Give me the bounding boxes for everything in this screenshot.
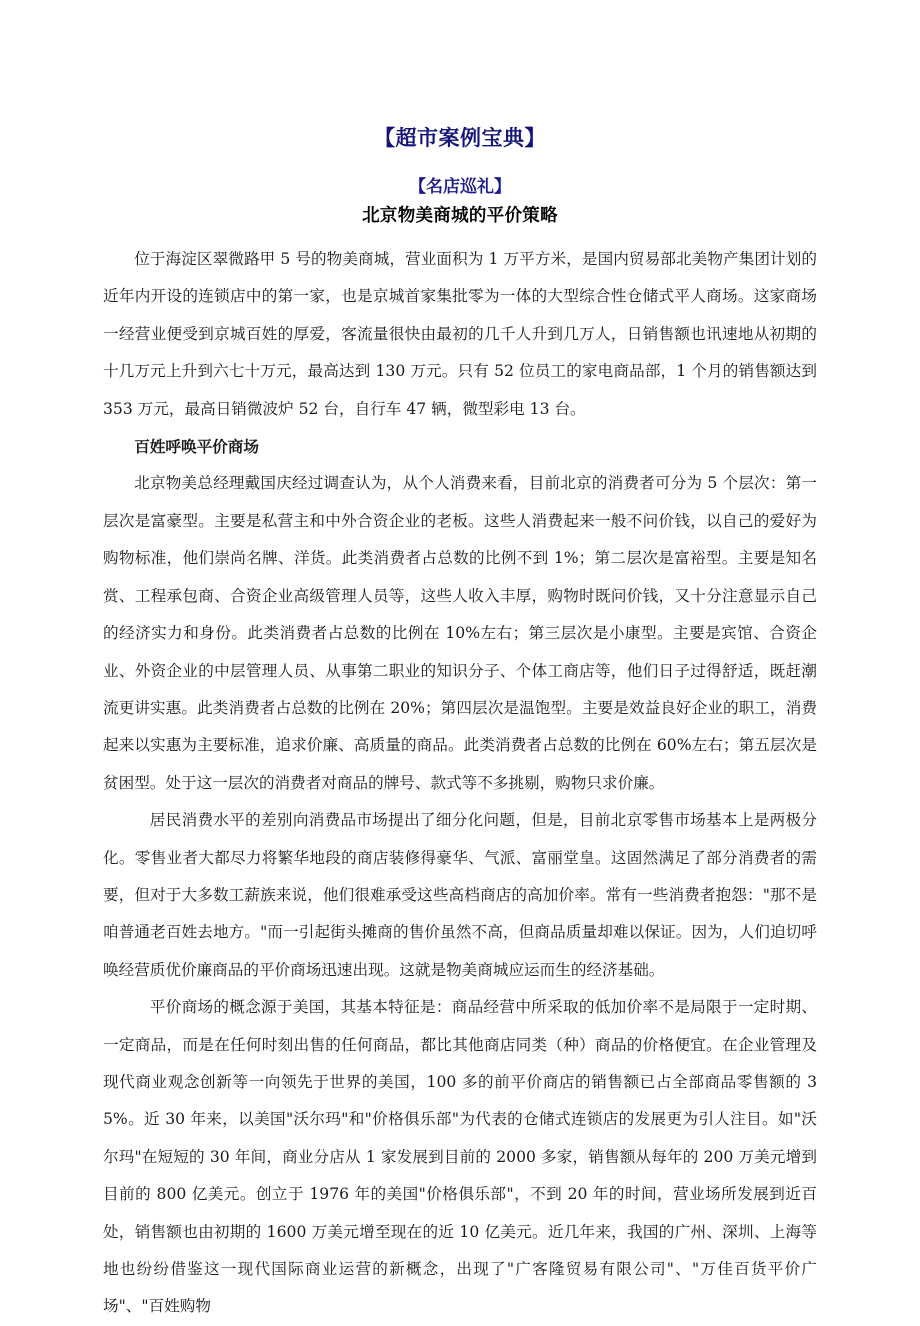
paragraph-intro: 位于海淀区翠微路甲 5 号的物美商城，营业面积为 1 万平方米，是国内贸易部北美物产集团计划的近年内开设的连锁店中的第一家，也是京城首家集批零为一体的大型综合性仓储式平人商场。这家商场一经营业便受到京城百姓的厚爱，客流量很快由最初的几千人升到几万人，日销售额也讯速地从初期的十几万元上升到六七十万元，最高达到 130 万元。只有 52 位员工的家电商品部，1 个月的销售额达到 353 万元，最高日销微波炉 52 台，自行车 47 辆，微型彩电 13 台。 xyxy=(103,250,817,418)
subheading-baixing: 百姓呼唤平价商场 xyxy=(134,437,259,457)
paragraph-consumer-tiers: 北京物美总经理戴国庆经过调查认为，从个人消费来看，目前北京的消费者可分为 5 个层次：第一层次是富豪型。主要是私营主和中外合资企业的老板。这些人消费起来一般不问价钱，以自己的爱好为购物标准，他们崇尚名牌、洋货。此类消费者占总数的比例不到 1%；第二层次是富裕型。主要是知名赏、工程承包商、合资企业高级管理人员等，这些人收入丰厚，购物时既问价钱，又十分注意显示自己的经济实力和身份。此类消费者占总数的比例在 10%左右；第三层次是小康型。主要是宾馆、合资企业、外资企业的中层管理人员、从事第二职业的知识分子、个体工商店等，他们日子过得舒适，既赶潮流更讲实惠。此类消费者占总数的比例在 20%；第四层次是温饱型。主要是效益良好企业的职工，消费起来以实惠为主要标准，追求价廉、高质量的商品。此类消费者占总数的比例在 60%左右；第五层次是贫困型。处于这一层次的消费者对商品的牌号、款式等不多挑剔，购物只求价廉。 xyxy=(103,474,817,792)
paragraph-market-polarization: 居民消费水平的差别向消费品市场提出了细分化问题，但是，目前北京零售市场基本上是两极分化。零售业者大都尽力将繁华地段的商店装修得豪华、气派、富丽堂皇。这固然满足了部分消费者的需要，但对于大多数工薪族来说，他们很难承受这些高档商店的高加价率。常有一些消费者抱怨："那不是咱普通老百姓去地方。"而一引起街头摊商的售价虽然不高，但商品质量却难以保证。因为，人们迫切呼唤经营质优价廉商品的平价商场迅速出现。这就是物美商城应运而生的经济基础。 xyxy=(103,811,817,979)
article-title: 北京物美商城的平价策略 xyxy=(362,205,558,226)
section-title: 【名店巡礼】 xyxy=(409,177,511,198)
paragraph-discount-store-concept: 平价商场的概念源于美国，其基本特征是：商品经营中所采取的低加价率不是局限于一定时期、一定商品，而是在任何时刻出售的任何商品，都比其他商店同类（种）商品的价格便宜。在企业管理及现代商业观念创新等一向领先于世界的美国，100 多的前平价商店的销售额已占全部商品零售额的 35%。近 30 年来，以美国"沃尔玛"和"价格俱乐部"为代表的仓储式连锁店的发展更为引人注目。如"沃尔玛"在短短的 30 年间，商业分店从 1 家发展到目前的 2000 多家，销售额从每年的 200 万美元增到目前的 800 亿美元。创立于 1976 年的美国"价格俱乐部"，不到 20 年的时间，营业场所发展到近百处，销售额也由初期的 1600 万美元增至现在的近 10 亿美元。近几年来，我国的广州、深圳、上海等地也纷纷借鉴这一现代国际商业运营的新概念，出现了"广客隆贸易有限公司"、"万佳百货平价广场"、"百姓购物 xyxy=(103,998,817,1316)
page-title: 【超市案例宝典】 xyxy=(374,125,546,150)
document-content-column xyxy=(103,0,817,1326)
